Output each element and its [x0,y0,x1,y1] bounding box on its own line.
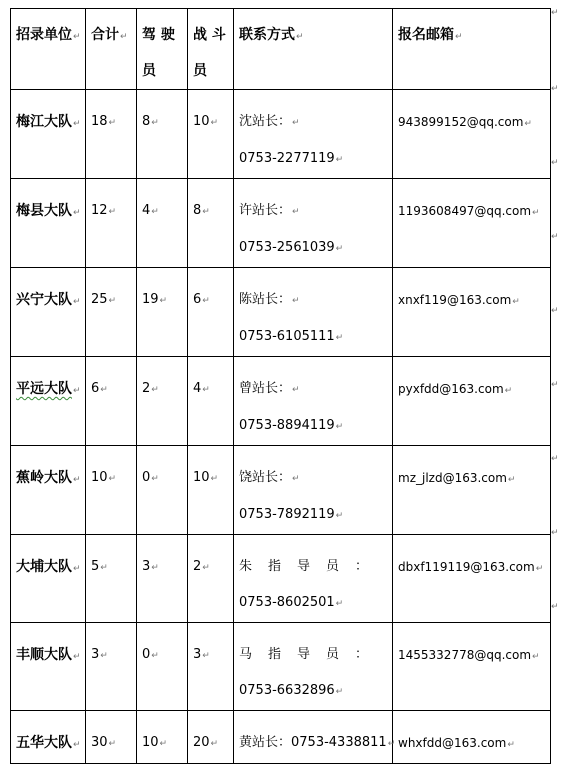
unit-name: 丰顺大队 [16,647,72,663]
contact-name: 马指导员： [239,647,385,662]
row-end-marker: ↵ [551,84,559,94]
total-value: 12 [91,203,108,218]
total-value: 25 [91,292,108,307]
header-driver-cell [137,9,188,90]
unit-name: 梅县大队 [16,203,72,219]
table-row: 平远大队↵ 6↵ 2↵ 4↵ 曾站长：↵ 0753-8894119↵ pyxfdd@163.com↵ [11,357,551,446]
header-total: 合计 [91,27,119,43]
header-driver-line1: 驾 驶 [142,27,175,43]
header-fighter-line2: 员 [193,63,207,79]
contact-name: 曾站长： [239,381,292,396]
table-row: 梅江大队↵ 18↵ 8↵ 10↵ 沈站长：↵ 0753-2277119↵ 943899152@qq.com↵ [11,90,551,179]
table-row: 五华大队↵ 30↵ 10↵ 20↵ 黄站长：0753-4338811↵ whxfdd@163.com↵ [11,711,551,764]
driver-value: 2 [142,381,151,396]
header-row [11,9,551,90]
recruitment-table [10,8,551,764]
fighter-value: 20 [193,735,210,750]
row-end-marker: ↵ [551,8,559,18]
header-fighter-line1: 战 斗 [193,27,226,43]
fighter-value: 2 [193,559,202,574]
driver-value: 8 [142,114,151,129]
contact-phone: 0753-7892119 [239,507,335,522]
email-address: xnxf119@163.com [398,293,512,307]
contact-phone: 0753-8602501 [239,595,335,610]
contact-phone: 0753-2561039 [239,240,335,255]
header-fighter-cell [188,9,234,90]
total-value: 6 [91,381,100,396]
unit-name: 五华大队 [16,735,72,751]
contact-name: 黄站长：0753-4338811 [239,735,387,750]
email-address: 1455332778@qq.com [398,648,532,662]
table-row: 兴宁大队↵ 25↵ 19↵ 6↵ 陈站长：↵ 0753-6105111↵ xnxf119@163.com↵ [11,268,551,357]
driver-value: 19 [142,292,159,307]
total-value: 18 [91,114,108,129]
contact-name: 朱指导员： [239,559,385,574]
total-value: 3 [91,647,100,662]
row-end-marker: ↵ [551,158,559,168]
fighter-value: 8 [193,203,202,218]
driver-value: 0 [142,647,151,662]
total-value: 10 [91,470,108,485]
fighter-value: 10 [193,114,210,129]
email-address: dbxf119119@163.com [398,560,535,574]
unit-name: 平远大队 [16,381,72,397]
unit-name: 蕉岭大队 [16,470,72,486]
driver-value: 4 [142,203,151,218]
contact-phone: 0753-6105111 [239,329,335,344]
table-row: 梅县大队↵ 12↵ 4↵ 8↵ 许站长：↵ 0753-2561039↵ 1193608497@qq.com↵ [11,179,551,268]
row-end-marker: ↵ [551,306,559,316]
row-end-marker: ↵ [551,380,559,390]
contact-name: 饶站长： [239,470,292,485]
fighter-value: 10 [193,470,210,485]
table-row: 大埔大队↵ 5↵ 3↵ 2↵ 朱指导员： 0753-8602501↵ dbxf119119@163.com↵ [11,535,551,623]
row-end-marker: ↵ [551,602,559,612]
contact-name: 陈站长： [239,292,292,307]
email-address: whxfdd@163.com [398,736,507,750]
contact-phone: 0753-6632896 [239,683,335,698]
header-email-cell: 报名邮箱↵ [393,9,551,90]
table-row: 蕉岭大队↵ 10↵ 0↵ 10↵ 饶站长：↵ 0753-7892119↵ mz_jlzd@163.com↵ [11,446,551,535]
contact-phone: 0753-8894119 [239,418,335,433]
email-address: 943899152@qq.com [398,115,524,129]
header-total-cell: 合计↵ [86,9,137,90]
table-row: 丰顺大队↵ 3↵ 0↵ 3↵ 马指导员： 0753-6632896↵ 1455332778@qq.com↵ [11,623,551,711]
fighter-value: 4 [193,381,202,396]
email-address: 1193608497@qq.com [398,204,532,218]
header-unit: 招录单位 [16,27,72,43]
fighter-value: 3 [193,647,202,662]
header-driver-line2: 员 [142,63,156,79]
row-end-marker: ↵ [551,232,559,242]
total-value: 5 [91,559,100,574]
driver-value: 3 [142,559,151,574]
unit-name: 大埔大队 [16,559,72,575]
fighter-value: 6 [193,292,202,307]
contact-name: 沈站长： [239,114,292,129]
driver-value: 0 [142,470,151,485]
header-contact: 联系方式 [239,27,295,43]
email-address: mz_jlzd@163.com [398,471,507,485]
header-email: 报名邮箱 [398,27,454,43]
email-address: pyxfdd@163.com [398,382,504,396]
row-end-marker: ↵ [551,454,559,464]
contact-phone: 0753-2277119 [239,151,335,166]
header-unit-cell: 招录单位↵ [11,9,86,90]
row-end-marker: ↵ [551,528,559,538]
unit-name: 兴宁大队 [16,292,72,308]
header-contact-cell: 联系方式↵ [234,9,393,90]
total-value: 30 [91,735,108,750]
driver-value: 10 [142,735,159,750]
unit-name: 梅江大队 [16,114,72,130]
contact-name: 许站长： [239,203,292,218]
